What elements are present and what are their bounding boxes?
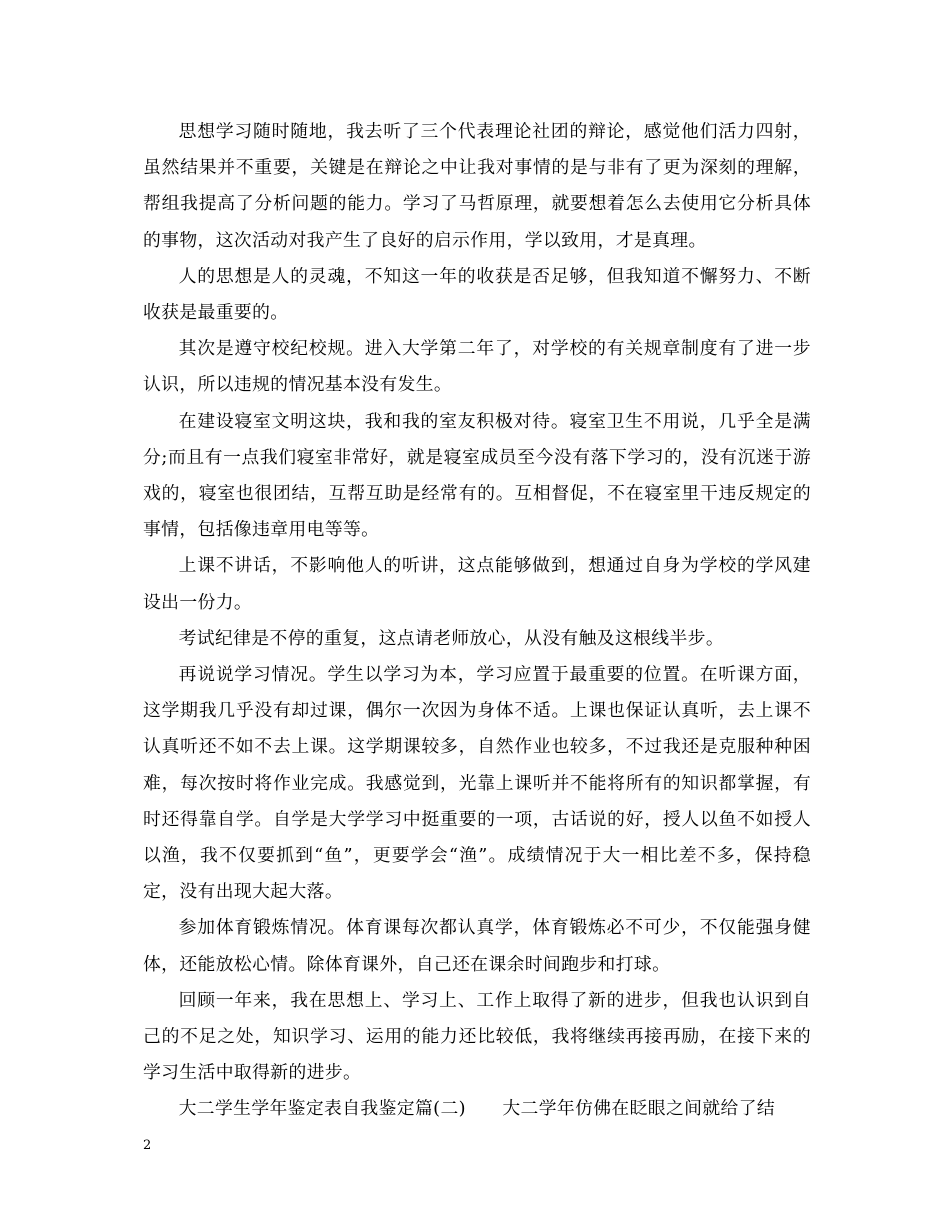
paragraph-exam-discipline: 考试纪律是不停的重复，这点请老师放心，从没有触及这根线半步。 [178,627,725,649]
document-body [143,114,811,1128]
paragraph-school-rules: 其次是遵守校纪校规。进入大学第二年了，对学校的有关规章制度有了进一步认识，所以违规的情况基本没有发生。 [143,338,811,396]
paragraph-physical-exercise: 参加体育锻炼情况。体育课每次都认真学，体育锻炼必不可少，不仅能强身健体，还能放松心情。除体育课外，自己还在课余时间跑步和打球。 [143,917,811,975]
paragraph-study-status: 再说说学习情况。学生以学习为本，学习应置于最重要的位置。在听课方面，这学期我几乎没有却过课，偶尔一次因为身体不适。上课也保证认真听，去上课不认真听还不如不去上课。这学期课较多，自然作业也较多，不过我还是克服种种困难，每次按时将作业完成。我感觉到，光靠上课听并不能将所有的知识都掌握，有时还得靠自学。自学是大学学习中挺重要的一项，古话说的好，授人以鱼不如授人以渔，我不仅要抓到“鱼”，更要学会“渔”。成绩情况于大一相比差不多，保持稳定，没有出现大起大落。 [143,664,811,903]
paragraph-thought-soul: 人的思想是人的灵魂，不知这一年的收获是否足够，但我知道不懈努力、不断收获是最重要的。 [143,265,811,324]
paragraph-part-two-heading: 大二学生学年鉴定表自我鉴定篇(二) 大二学年仿佛在眨眼之间就给了结 [178,1098,776,1120]
paragraph-year-review: 回顾一年来，我在思想上、学习上、工作上取得了新的进步，但我也认识到自己的不足之处，知识学习、运用的能力还比较低，我将继续再接再励，在接下来的学习生活中取得新的进步。 [143,989,811,1084]
page-number: 2 [143,1138,152,1153]
paragraph-dorm-civility: 在建设寝室文明这块，我和我的室友积极对待。寝室卫生不用说，几乎全是满分;而且有一点我们寝室非常好，就是寝室成员至今没有落下学习的，没有沉迷于游戏的，寝室也很团结，互帮互助是经常有的。互相督促，不在寝室里干违反规定的事情，包括像违章用电等等。 [143,410,811,541]
paragraph-ideological-study: 思想学习随时随地，我去听了三个代表理论社团的辩论，感觉他们活力四射，虽然结果并不重要，关键是在辩论之中让我对事情的是与非有了更为深刻的理解，帮组我提高了分析问题的能力。学习了马哲原理，就要想着怎么去使用它分析具体的事物，这次活动对我产生了良好的启示作用，学以致用，才是真理。 [143,121,811,251]
paragraph-class-conduct: 上课不讲话，不影响他人的听讲，这点能够做到，想通过自身为学校的学风建设出一份力。 [143,555,811,613]
